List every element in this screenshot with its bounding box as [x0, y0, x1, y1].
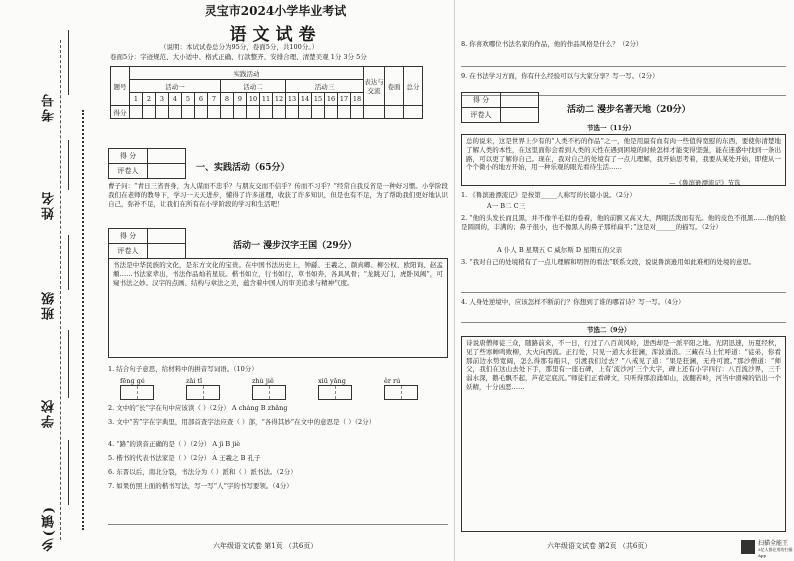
score-table [110, 66, 423, 119]
answer-line[interactable] [461, 310, 786, 323]
writing-box[interactable] [318, 385, 352, 400]
score-table-group: 活动二 [221, 80, 286, 93]
section-heading: 一、实践活动（65分） [196, 163, 290, 173]
writing-box[interactable] [186, 385, 220, 400]
score-table-cell[interactable] [325, 106, 338, 119]
seal-dotted-line [82, 110, 84, 530]
selection-title: 节选一（11分） [587, 124, 636, 132]
question-r1-options: A一 B二 C三 [487, 202, 526, 210]
writing-box[interactable] [384, 385, 418, 400]
writing-box[interactable] [252, 385, 286, 400]
exam-note: （说明：本试试卷总分为95分，卷面5分，共100分。） [160, 43, 319, 51]
score-table-row-label: 题号 [111, 67, 130, 106]
question-3: 3. 文中“苦”字在字典里，用部首查字法应查（ ）部，“各得其妙”在文中的意思是（ ）（2分） [108, 418, 376, 426]
score-table-cell[interactable] [404, 106, 423, 119]
question-2: 2. 文中的“长”字在句中应该读（ ）（2分） A chánɡ B zhǎnɡ [108, 404, 288, 412]
school-label: 学校 [42, 398, 57, 428]
pinyin-grid[interactable] [186, 377, 220, 400]
pinyin-label: ěr rú [384, 377, 401, 385]
scorebox-grader-label: 评卷人 [109, 244, 148, 258]
score-table-cell[interactable] [338, 106, 351, 119]
writing-box[interactable] [120, 385, 154, 400]
question-7: 7. 如果仿照上面的楷书写法，写一写“人”字的书写要领。（4分） [108, 482, 293, 490]
scanner-watermark [758, 541, 794, 559]
neatness-note: 卷面5分：字迹规范、大小适中、格式正确、行款整齐、安排合理、清楚美观 1分 3分 5分 [110, 53, 367, 61]
scanner-brand: 扫描全能王 [758, 540, 789, 547]
scanner-tagline: 3亿人都在用的扫描App [758, 547, 793, 558]
school-field[interactable] [68, 330, 70, 398]
page-divider [454, 0, 455, 561]
exam-no-label: 考号 [42, 92, 57, 122]
intro-text: 曹子问：“青日三省吾身，为人谋而不忠乎？与朋友交而不信乎？传而不习乎？”经常自我反省是一种好习惯。小学阶段我们在老师的教导下，学习一天天进步，懂得了许多道理，收获了许多知识，但是也有不足，为了帮助我们更好地认识自己，弥补不足，让我们在所有在小学阶段的学习和生活吧！ [108, 182, 448, 208]
selection-1-text: 总的说来，这是世界上少有的“人类不朽的作品”之一，他是用最有血有肉一些值得宽慰的东西，要使你清楚地了解人类的本性，在这里面你会看到人类的天性在遇到困境的时候怎样才能变得坚强，能在迷惑中找到一条出路，可以更了解你自己。现在，我对自己的处境有了一点儿理解，我开始思考着，我要从某处开始，即使从一个个微小的地方开始，用一种乐观的眼光看待生活…… [461, 134, 786, 186]
answer-line[interactable] [108, 500, 448, 525]
activity-heading: 活动一 漫步汉字王国（29分） [233, 241, 357, 251]
scorebox-grader-field[interactable] [501, 108, 538, 122]
score-table-cell[interactable] [351, 106, 364, 119]
town-label: 乡(镇) [42, 505, 57, 552]
scorebox-score-label: 得 分 [109, 229, 148, 243]
score-table-row2-label: 得分 [111, 106, 130, 119]
score-table-total: 总分 [404, 67, 423, 106]
question-r2: 2. “他的头发长而且黑，并不像羊毛似的卷着，他的前额又高又大，两眼活泼而有光。他的皮色不很黑……他的脸是圆圆的，丰满的；鼻子很小，也不像黑人的鼻子那样扁平；”这是对______的描写。（2分） [461, 214, 786, 231]
score-table-cell[interactable] [156, 106, 169, 119]
score-table-cell[interactable] [130, 106, 143, 119]
score-table-group: 活动一 [130, 80, 221, 93]
scorebox-grader-field[interactable] [148, 164, 185, 178]
scorebox-score-label: 得 分 [109, 149, 148, 163]
score-table-number: 16 [325, 93, 338, 106]
score-table-number: 3 [156, 93, 169, 106]
exam-no-field[interactable] [68, 30, 70, 95]
question-8: 8. 你喜欢哪位书法名家的作品，他的作品风格是什么？（2分） [461, 40, 643, 48]
class-label: 班级 [42, 290, 57, 320]
score-table-number: 4 [169, 93, 182, 106]
selection-2-text: 诗说唐僧师徒三众，随路前来，不一日，行过了八百黄风岭，进西却是一派平阳之地。光阴迅速，历夏经秋，见了些寒蝉鸣败柳，大火向西流。正行处，只见一道大水狂澜，浑波涌浪。三藏在马上忙呼道：“徒弟，你看那前边水势宽阔，怎么得那有船只，引渡我们过去？”八戒见了道：“果是狂澜，无舟可渡。”那沙僧道：“师父，我们在这山去处下手，那里有一座石碑，上有‘流沙河’三个大字，碑上还有小字四行：八百流沙界，三千弱水深，鹅毛飘不起，芦花定底沉。”师徒们正看碑文，只听得那浪涌如山，波翻若岭，河当中滑辣的钻出一个妖精，十分凶恶…… [461, 336, 786, 532]
score-table-top-header: 实践活动 [130, 67, 364, 80]
score-table-cell[interactable] [364, 106, 385, 119]
score-table-number: 12 [273, 93, 286, 106]
scorebox-score-field[interactable] [148, 149, 185, 163]
score-table-number: 14 [299, 93, 312, 106]
question-5: 5. 楷书的代表书法家是（ ）（2分） A 王羲之 B 孔子 [108, 454, 261, 462]
answer-line[interactable] [461, 54, 786, 67]
score-table-cell[interactable] [221, 106, 234, 119]
class-field[interactable] [68, 235, 70, 290]
exam-title: 灵宝市2024小学毕业考试 [204, 4, 347, 18]
page-footer: 六年级语文试卷 第1页 （共6页） [213, 542, 318, 550]
score-table-neat: 卷面 [385, 67, 404, 106]
pinyin-grid[interactable] [384, 377, 418, 400]
activity-heading: 活动二 漫步名著天地（20分） [567, 105, 691, 115]
page-2 [457, 0, 790, 561]
score-table-number: 8 [221, 93, 234, 106]
scorebox [461, 92, 539, 123]
exam-subtitle: 语文试卷 [229, 25, 322, 45]
score-table-number: 1 [130, 93, 143, 106]
scorebox [108, 148, 186, 179]
pinyin-label: xiū yǎnɡ [318, 377, 346, 385]
score-table-cell[interactable] [208, 106, 221, 119]
score-table-number: 13 [286, 93, 299, 106]
question-r2-options: A 仆人 B 星期五 C 威尔斯 D 星期五的父亲 [497, 246, 623, 254]
answer-line[interactable] [461, 274, 786, 293]
score-table-group: 活动三 [286, 80, 364, 93]
question-9: 9. 在书法学习方面，你有什么经验可以与大家分享？写一写。（2分） [461, 72, 659, 80]
score-table-cell[interactable] [195, 106, 208, 119]
score-table-number: 17 [338, 93, 351, 106]
question-r4: 4. 人身处逆境中，应该怎样不断前行？你想到了谁的哪首诗？写一写。（4分） [461, 298, 685, 306]
scorebox-score-field[interactable] [501, 93, 538, 107]
score-table-number: 15 [312, 93, 325, 106]
score-table-cell[interactable] [299, 106, 312, 119]
score-table-number: 6 [195, 93, 208, 106]
selection-title: 节选二（9分） [587, 326, 631, 334]
scanner-logo-icon [741, 540, 755, 554]
score-table-number: 9 [234, 93, 247, 106]
page-footer: 六年级语文试卷 第2页 （共6页） [547, 542, 652, 550]
score-table-number: 2 [143, 93, 156, 106]
score-table-cell[interactable] [312, 106, 325, 119]
pinyin-grid[interactable] [120, 377, 154, 400]
reading-passage: 书法是中华民族的文化，是东方文化的宝贵。在中国书法历史上，钟繇、王羲之、颜真卿、柳公权、欧阳询、赵孟頫……书法家辈出，书法作品灿若星辰。楷书如立，行书如行，草书如奔，各具风骨；“龙跳天门，虎卧凤阙”，可窥书法之妙。汉字的点画、结构与章法之美，蕴含着中国人的审美追求与精神气度。 [108, 258, 448, 358]
pinyin-label: fēnɡ ɡé [120, 377, 145, 385]
name-field[interactable] [68, 140, 70, 190]
binding-strip [0, 0, 92, 561]
scorebox-grader-label: 评卷人 [109, 164, 148, 178]
scorebox [108, 228, 186, 259]
score-table-number: 11 [260, 93, 273, 106]
pinyin-label: zǎi tǐ [186, 377, 203, 385]
scorebox-score-label: 得 分 [462, 93, 501, 107]
pinyin-grid[interactable] [252, 377, 286, 400]
scorebox-score-field[interactable] [148, 229, 185, 243]
score-table-cell[interactable] [143, 106, 156, 119]
score-table-cell[interactable] [234, 106, 247, 119]
score-table-number: 10 [247, 93, 260, 106]
question-4: 4. “路”的读音正确的是（ ）（2分） A jì B jiè [108, 440, 241, 448]
pinyin-label: zhù jiě [252, 377, 274, 385]
scorebox-grader-label: 评卷人 [462, 108, 501, 122]
score-table-cell[interactable] [385, 106, 404, 119]
score-table-cell[interactable] [273, 106, 286, 119]
scorebox-grader-field[interactable] [148, 244, 185, 258]
selection-source: —《鲁滨逊漂流记》节选 [669, 179, 741, 187]
question-r1: 1. 《鲁滨逊漂流记》是按第_____人称写的长篇小说。（2分） [461, 191, 636, 199]
score-table-cell[interactable] [169, 106, 182, 119]
score-table-cell[interactable] [260, 106, 273, 119]
score-table-number: 7 [208, 93, 221, 106]
question-r3: 3. “我对自己的处境稍有了一点儿理解和明智的看法”联系文段，说说鲁滨逊用如此难相的处境的意思。 [461, 258, 756, 266]
score-table-number: 18 [351, 93, 364, 106]
question-6: 6. 东晋以后，南北分裂，书法分为（ ）派和（ ）派书法。（2分） [108, 468, 297, 476]
score-table-cell[interactable] [286, 106, 299, 119]
score-table-number: 5 [182, 93, 195, 106]
question-1: 1. 结合句子意思，给材料中的拼音写词语。（10分） [108, 365, 258, 373]
town-field[interactable] [68, 440, 70, 505]
score-table-expr: 表达与交流 [364, 67, 385, 106]
score-table-cell[interactable] [247, 106, 260, 119]
page-1 [98, 0, 453, 561]
seal-line [60, 40, 62, 540]
name-label: 姓名 [42, 190, 57, 220]
score-table-cell[interactable] [182, 106, 195, 119]
pinyin-grid[interactable] [318, 377, 352, 400]
